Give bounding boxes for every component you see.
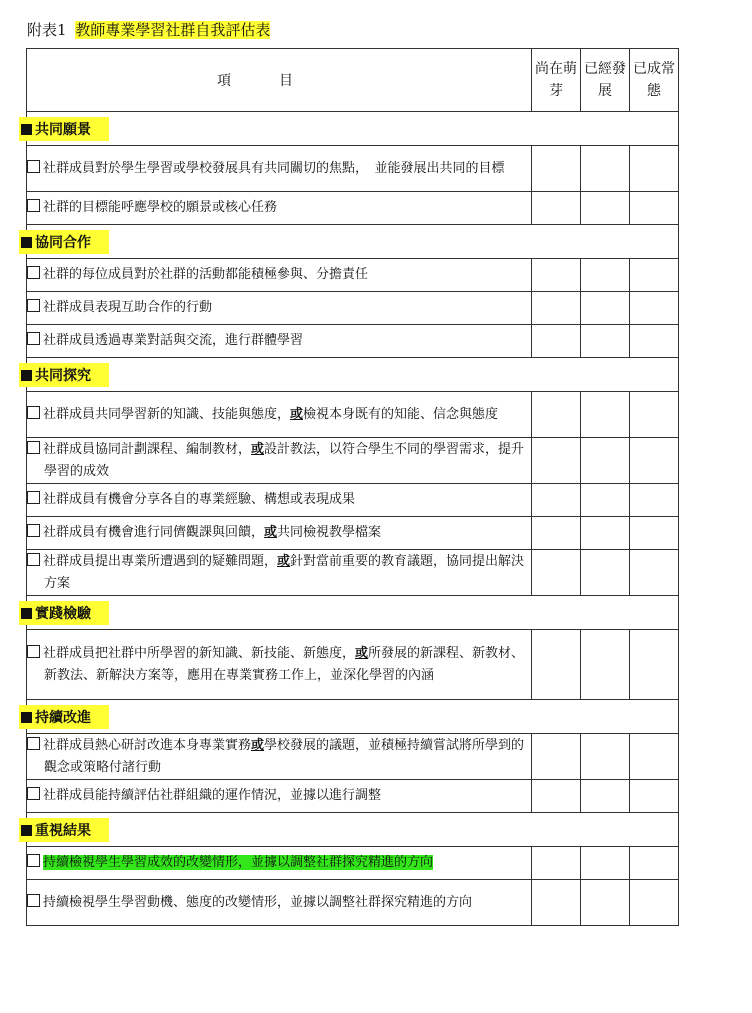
rating-cell-routine[interactable] [630,734,679,780]
black-square-icon [21,825,32,836]
item-statement [43,333,303,348]
checkbox-icon [27,894,40,907]
rating-cell-routine[interactable] [630,847,679,880]
item-cell [27,630,532,700]
emphasis-or: 或 [290,406,304,422]
rating-cell-routine[interactable] [630,438,679,484]
item-statement [43,161,505,176]
rating-cell-routine[interactable] [630,880,679,926]
item-text [27,892,531,914]
table-row [27,146,679,192]
rating-cell-emerging[interactable] [532,325,581,358]
section-label-text: 持續改進 [35,709,91,726]
section-cell [27,596,679,630]
section-label [19,363,109,387]
rating-cell-emerging[interactable] [532,192,581,225]
rating-cell-emerging[interactable] [532,517,581,550]
item-text-part: 社群的目標能呼應學校的願景或核心任務 [43,200,278,215]
item-statement [43,267,368,282]
rating-cell-emerging[interactable] [532,880,581,926]
item-text-part: 持續檢視學生學習動機、態度的改變情形，並據以調整社群探究精進的方向 [43,894,473,910]
emphasis-or: 或 [264,525,278,540]
rating-cell-emerging[interactable] [532,734,581,780]
item-statement [43,646,524,683]
rating-cell-developed[interactable] [581,146,630,192]
item-text [27,551,531,595]
table-header-row [27,49,679,112]
item-text [27,330,531,352]
rating-cell-developed[interactable] [581,630,630,700]
item-text-part: 社群成員表現互助合作的行動 [43,300,213,315]
rating-cell-developed[interactable] [581,880,630,926]
title-text: 教師專業學習社群自我評估表 [75,21,271,39]
item-statement [43,492,355,507]
section-label-text: 實踐檢驗 [35,605,91,622]
item-text [27,197,531,219]
checkbox-icon [27,199,40,212]
section-label-text: 重視結果 [35,822,91,839]
rating-cell-developed[interactable] [581,780,630,813]
rating-cell-developed[interactable] [581,292,630,325]
item-text-part: 針對當前重要的教育議題，協同提出解決方案 [44,553,525,591]
item-cell [27,880,532,926]
item-cell [27,847,532,880]
section-label [19,818,109,842]
section-label [19,117,109,141]
item-text-part: 社群成員共同學習新的知識、技能與態度， [43,406,291,422]
item-statement [43,738,524,775]
item-text-part: 社群成員提出專業所遭遇到的疑難問題， [43,553,278,569]
section-label-text: 共同願景 [35,121,91,138]
table-row [27,192,679,225]
table-row [27,292,679,325]
table-row [27,484,679,517]
item-cell [27,192,532,225]
section-label-text: 協同合作 [35,234,91,251]
checkbox-icon [27,160,40,173]
item-text [27,489,531,511]
section-row [27,225,679,259]
rating-cell-developed[interactable] [581,438,630,484]
rating-cell-routine[interactable] [630,392,679,438]
rating-cell-developed[interactable] [581,847,630,880]
rating-cell-developed[interactable] [581,192,630,225]
black-square-icon [21,608,32,619]
self-assessment-table [26,48,679,926]
checkbox-icon [27,266,40,279]
item-cell [27,438,532,484]
item-statement [43,200,277,215]
table-row [27,325,679,358]
rating-cell-emerging[interactable] [532,550,581,596]
level-header-routine: 已成常態 [630,49,679,112]
item-cell [27,780,532,813]
rating-cell-emerging[interactable] [532,847,581,880]
rating-cell-routine[interactable] [630,780,679,813]
item-text-part: 檢視本身既有的知能、信念與態度 [303,406,499,422]
rating-cell-routine[interactable] [630,146,679,192]
item-text [27,643,531,687]
level-header-emerging: 尚在萌芽 [532,49,581,112]
black-square-icon [21,370,32,381]
section-label-text: 共同探究 [35,367,91,384]
table-row [27,630,679,700]
item-statement [43,788,381,803]
table-row [27,259,679,292]
rating-cell-routine[interactable] [630,325,679,358]
emphasis-or: 或 [355,645,369,661]
item-column-header: 項目 [27,49,532,112]
rating-cell-developed[interactable] [581,484,630,517]
rating-cell-routine[interactable] [630,484,679,517]
item-text-part: 持續檢視學生學習成效的改變情形，並據以調整社群探究精進的方向 [43,855,434,870]
item-text [27,439,531,483]
checkbox-icon [27,332,40,345]
item-statement [43,407,498,422]
black-square-icon [21,124,32,135]
table-row [27,550,679,596]
item-text-part: 共同檢視教學檔案 [277,525,382,540]
item-text [27,158,531,180]
item-statement [43,554,524,591]
rating-cell-routine[interactable] [630,550,679,596]
item-cell [27,292,532,325]
rating-cell-emerging[interactable] [532,259,581,292]
item-text-part: 社群成員透過專業對話與交流，進行群體學習 [43,333,304,348]
section-row [27,813,679,847]
rating-cell-developed[interactable] [581,517,630,550]
level-header-developed: 已經發展 [581,49,630,112]
item-text-part: 社群成員對於學生學習或學校發展具有共同關切的焦點， 並能發展出共同的目標 [43,160,505,176]
emphasis-or: 或 [277,553,291,569]
item-text [27,522,531,544]
section-row [27,358,679,392]
table-row [27,780,679,813]
rating-cell-emerging[interactable] [532,630,581,700]
emphasis-or: 或 [251,441,265,457]
rating-cell-emerging[interactable] [532,780,581,813]
checkbox-icon [27,491,40,504]
item-cell [27,259,532,292]
checkbox-icon [27,524,40,537]
rating-cell-emerging[interactable] [532,484,581,517]
rating-cell-developed[interactable] [581,734,630,780]
rating-cell-routine[interactable] [630,517,679,550]
section-row [27,700,679,734]
item-text [27,297,531,319]
item-text-part: 學校發展的議題，並積極持續嘗試將所學到的觀念或策略付諸行動 [44,737,525,775]
item-text-part: 所發展的新課程、新教材、新教法、新解決方案等，應用在專業實務工作上，並深化學習的內涵 [44,645,525,683]
item-text-part: 社群成員有機會分享各自的專業經驗、構想或表現成果 [43,492,356,507]
table-row [27,392,679,438]
checkbox-icon [27,854,40,867]
section-cell [27,700,679,734]
item-text-part: 社群成員有機會進行同儕觀課與回饋， [43,525,265,540]
rating-cell-routine[interactable] [630,292,679,325]
checkbox-icon [27,645,40,658]
rating-cell-routine[interactable] [630,630,679,700]
rating-cell-emerging[interactable] [532,392,581,438]
checkbox-icon [27,787,40,800]
item-text-part: 社群成員把社群中所學習的新知識、新技能、新態度， [43,645,356,661]
section-label [19,230,109,254]
rating-cell-emerging[interactable] [532,146,581,192]
item-statement [43,895,472,910]
item-cell [27,484,532,517]
checkbox-icon [27,406,40,419]
item-cell [27,734,532,780]
item-cell [27,146,532,192]
item-text [27,785,531,807]
rating-cell-developed[interactable] [581,550,630,596]
black-square-icon [21,237,32,248]
rating-cell-emerging[interactable] [532,438,581,484]
checkbox-icon [27,299,40,312]
item-cell [27,392,532,438]
rating-cell-developed[interactable] [581,259,630,292]
rating-cell-developed[interactable] [581,325,630,358]
item-text-part: 設計教法，以符合學生不同的學習需求，提升學習的成效 [44,441,525,479]
table-row [27,847,679,880]
black-square-icon [21,712,32,723]
section-row [27,112,679,146]
item-text-part: 社群成員熱心研討改進本身專業實務 [43,737,252,753]
item-cell [27,325,532,358]
item-text-part: 社群的每位成員對於社群的活動都能積極參與、分擔責任 [43,267,369,282]
rating-cell-routine[interactable] [630,259,679,292]
table-row [27,734,679,780]
item-statement [43,300,212,315]
rating-cell-routine[interactable] [630,192,679,225]
section-label [19,705,109,729]
section-label [19,601,109,625]
section-cell [27,112,679,146]
item-text-part: 社群成員能持續評估社群組織的運作情況，並據以進行調整 [43,788,382,803]
checkbox-icon [27,441,40,454]
item-statement [43,442,524,479]
section-cell [27,225,679,259]
table-body [27,112,679,926]
checkbox-icon [27,737,40,750]
form-title [27,20,270,40]
item-text [27,852,531,874]
appendix-label: 附表1 [27,21,67,39]
section-row [27,596,679,630]
item-text [27,404,531,426]
rating-cell-developed[interactable] [581,392,630,438]
item-statement [43,525,381,540]
item-cell [27,550,532,596]
table-row [27,880,679,926]
item-text-part: 社群成員協同計劃課程、編制教材， [43,441,252,457]
table-row [27,438,679,484]
item-text [27,264,531,286]
section-cell [27,358,679,392]
item-statement [43,855,433,870]
rating-cell-emerging[interactable] [532,292,581,325]
item-text [27,735,531,779]
item-cell [27,517,532,550]
table-row [27,517,679,550]
emphasis-or: 或 [251,737,265,753]
section-cell [27,813,679,847]
checkbox-icon [27,553,40,566]
